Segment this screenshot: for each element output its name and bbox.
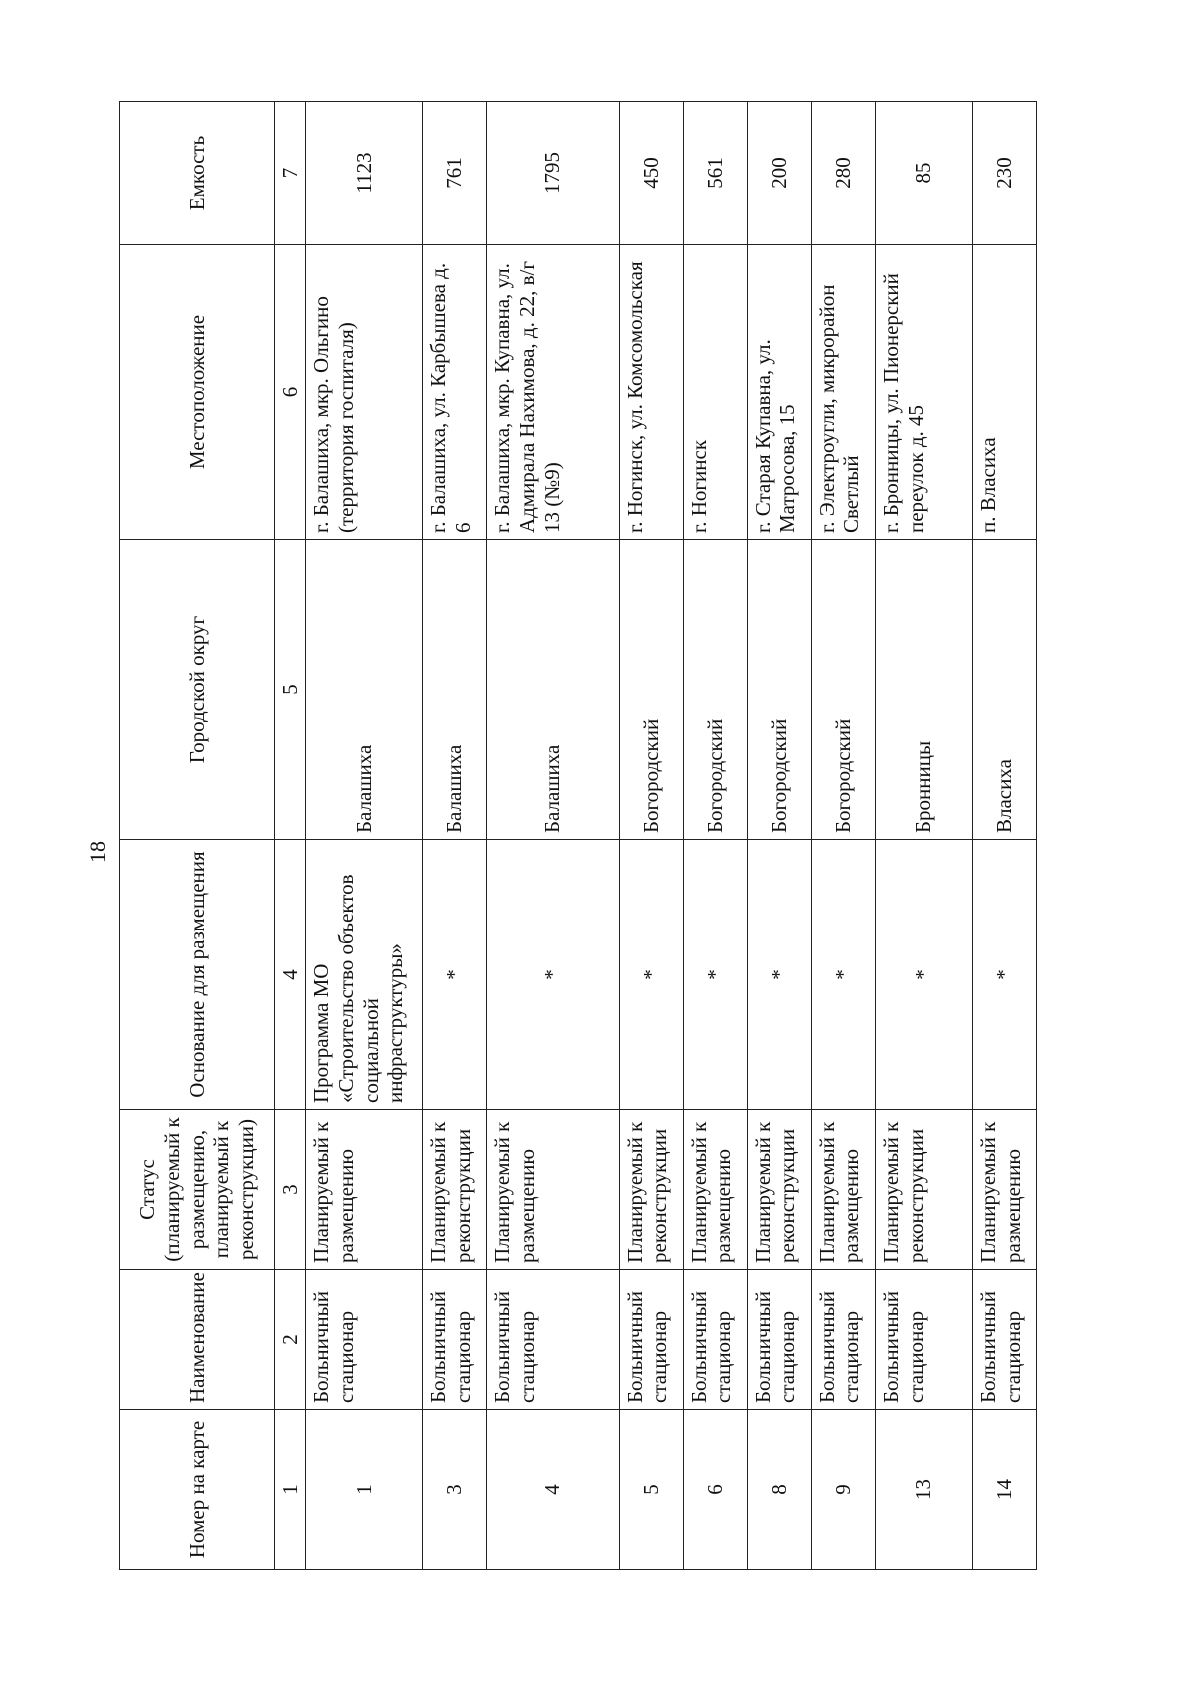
location-cell: г. Ногинск, ул. Комсомольская <box>619 245 683 540</box>
district-cell: Богородский <box>747 540 811 840</box>
map-number-cell: 4 <box>487 1410 619 1570</box>
map-number-cell: 13 <box>875 1410 972 1570</box>
basis-cell: Программа МО «Строительство объектов социальной инфраструктуры» <box>306 840 423 1110</box>
district-cell: Балашиха <box>306 540 423 840</box>
basis-cell: * <box>423 840 487 1110</box>
district-cell: Богородский <box>683 540 747 840</box>
location-cell: п. Власиха <box>972 245 1036 540</box>
district-cell: Власиха <box>972 540 1036 840</box>
table-row <box>487 102 619 1570</box>
table-header-row <box>120 102 275 1570</box>
table-row <box>306 102 423 1570</box>
status-cell: Планируемый к размещению <box>972 1110 1036 1270</box>
table-container <box>119 102 1037 1570</box>
basis-cell: * <box>747 840 811 1110</box>
basis-cell: * <box>619 840 683 1110</box>
map-number-cell: 8 <box>747 1410 811 1570</box>
capacity-cell: 561 <box>683 102 747 245</box>
status-cell: Планируемый к размещению <box>306 1110 423 1270</box>
table-row <box>972 102 1036 1570</box>
location-cell: г. Балашиха, ул. Карбышева д. 6 <box>423 245 487 540</box>
capacity-cell: 1123 <box>306 102 423 245</box>
name-cell: Больничный стационар <box>747 1270 811 1410</box>
map-number-cell: 1 <box>306 1410 423 1570</box>
location-cell: г. Электроугли, микрорайон Светлый <box>811 245 875 540</box>
status-cell: Планируемый к размещению <box>811 1110 875 1270</box>
header-district: Городской округ <box>120 540 275 840</box>
basis-cell: * <box>972 840 1036 1110</box>
header-capacity: Емкость <box>120 102 275 245</box>
basis-cell: * <box>487 840 619 1110</box>
status-cell: Планируемый к размещению <box>487 1110 619 1270</box>
district-cell: Бронницы <box>875 540 972 840</box>
district-cell: Балашиха <box>487 540 619 840</box>
name-cell: Больничный стационар <box>875 1270 972 1410</box>
basis-cell: * <box>811 840 875 1110</box>
map-number-cell: 6 <box>683 1410 747 1570</box>
column-index: 5 <box>275 540 306 840</box>
column-index: 7 <box>275 102 306 245</box>
map-number-cell: 5 <box>619 1410 683 1570</box>
location-cell: г. Старая Купавна, ул. Матросова, 15 <box>747 245 811 540</box>
capacity-cell: 230 <box>972 102 1036 245</box>
status-cell: Планируемый к реконструкции <box>875 1110 972 1270</box>
district-cell: Балашиха <box>423 540 487 840</box>
column-index: 6 <box>275 245 306 540</box>
name-cell: Больничный стационар <box>811 1270 875 1410</box>
map-number-cell: 3 <box>423 1410 487 1570</box>
name-cell: Больничный стационар <box>972 1270 1036 1410</box>
header-name: Наименование <box>120 1270 275 1410</box>
district-cell: Богородский <box>619 540 683 840</box>
column-index: 2 <box>275 1270 306 1410</box>
name-cell: Больничный стационар <box>683 1270 747 1410</box>
table-row <box>423 102 487 1570</box>
location-cell: г. Балашиха, мкр. Купавна, ул. Адмирала Нахимова, д. 22, в/г 13 (№9) <box>487 245 619 540</box>
table-row <box>747 102 811 1570</box>
capacity-cell: 85 <box>875 102 972 245</box>
name-cell: Больничный стационар <box>619 1270 683 1410</box>
name-cell: Больничный стационар <box>423 1270 487 1410</box>
column-index: 3 <box>275 1110 306 1270</box>
status-cell: Планируемый к размещению <box>683 1110 747 1270</box>
basis-cell: * <box>683 840 747 1110</box>
header-map-number: Номер на карте <box>120 1410 275 1570</box>
status-cell: Планируемый к реконструкции <box>423 1110 487 1270</box>
capacity-cell: 280 <box>811 102 875 245</box>
column-index: 1 <box>275 1410 306 1570</box>
name-cell: Больничный стационар <box>487 1270 619 1410</box>
basis-cell: * <box>875 840 972 1110</box>
location-cell: г. Балашиха, мкр. Ольгино (территория госпиталя) <box>306 245 423 540</box>
table-row <box>619 102 683 1570</box>
header-location: Местоположение <box>120 245 275 540</box>
header-basis: Основание для размещения <box>120 840 275 1110</box>
status-cell: Планируемый к реконструкции <box>619 1110 683 1270</box>
name-cell: Больничный стационар <box>306 1270 423 1410</box>
header-status: Статус (планируемый к размещению, планируемый к реконструкции) <box>120 1110 275 1270</box>
district-cell: Богородский <box>811 540 875 840</box>
map-number-cell: 14 <box>972 1410 1036 1570</box>
capacity-cell: 1795 <box>487 102 619 245</box>
table-row <box>683 102 747 1570</box>
capacity-cell: 200 <box>747 102 811 245</box>
capacity-cell: 761 <box>423 102 487 245</box>
table-row <box>875 102 972 1570</box>
facilities-table <box>119 101 1037 1570</box>
location-cell: г. Ногинск <box>683 245 747 540</box>
map-number-cell: 9 <box>811 1410 875 1570</box>
table-row <box>811 102 875 1570</box>
location-cell: г. Бронницы, ул. Пионерский переулок д. 45 <box>875 245 972 540</box>
column-index: 4 <box>275 840 306 1110</box>
column-index-row <box>275 102 306 1570</box>
capacity-cell: 450 <box>619 102 683 245</box>
page-number: 18 <box>85 841 110 863</box>
status-cell: Планируемый к реконструкции <box>747 1110 811 1270</box>
